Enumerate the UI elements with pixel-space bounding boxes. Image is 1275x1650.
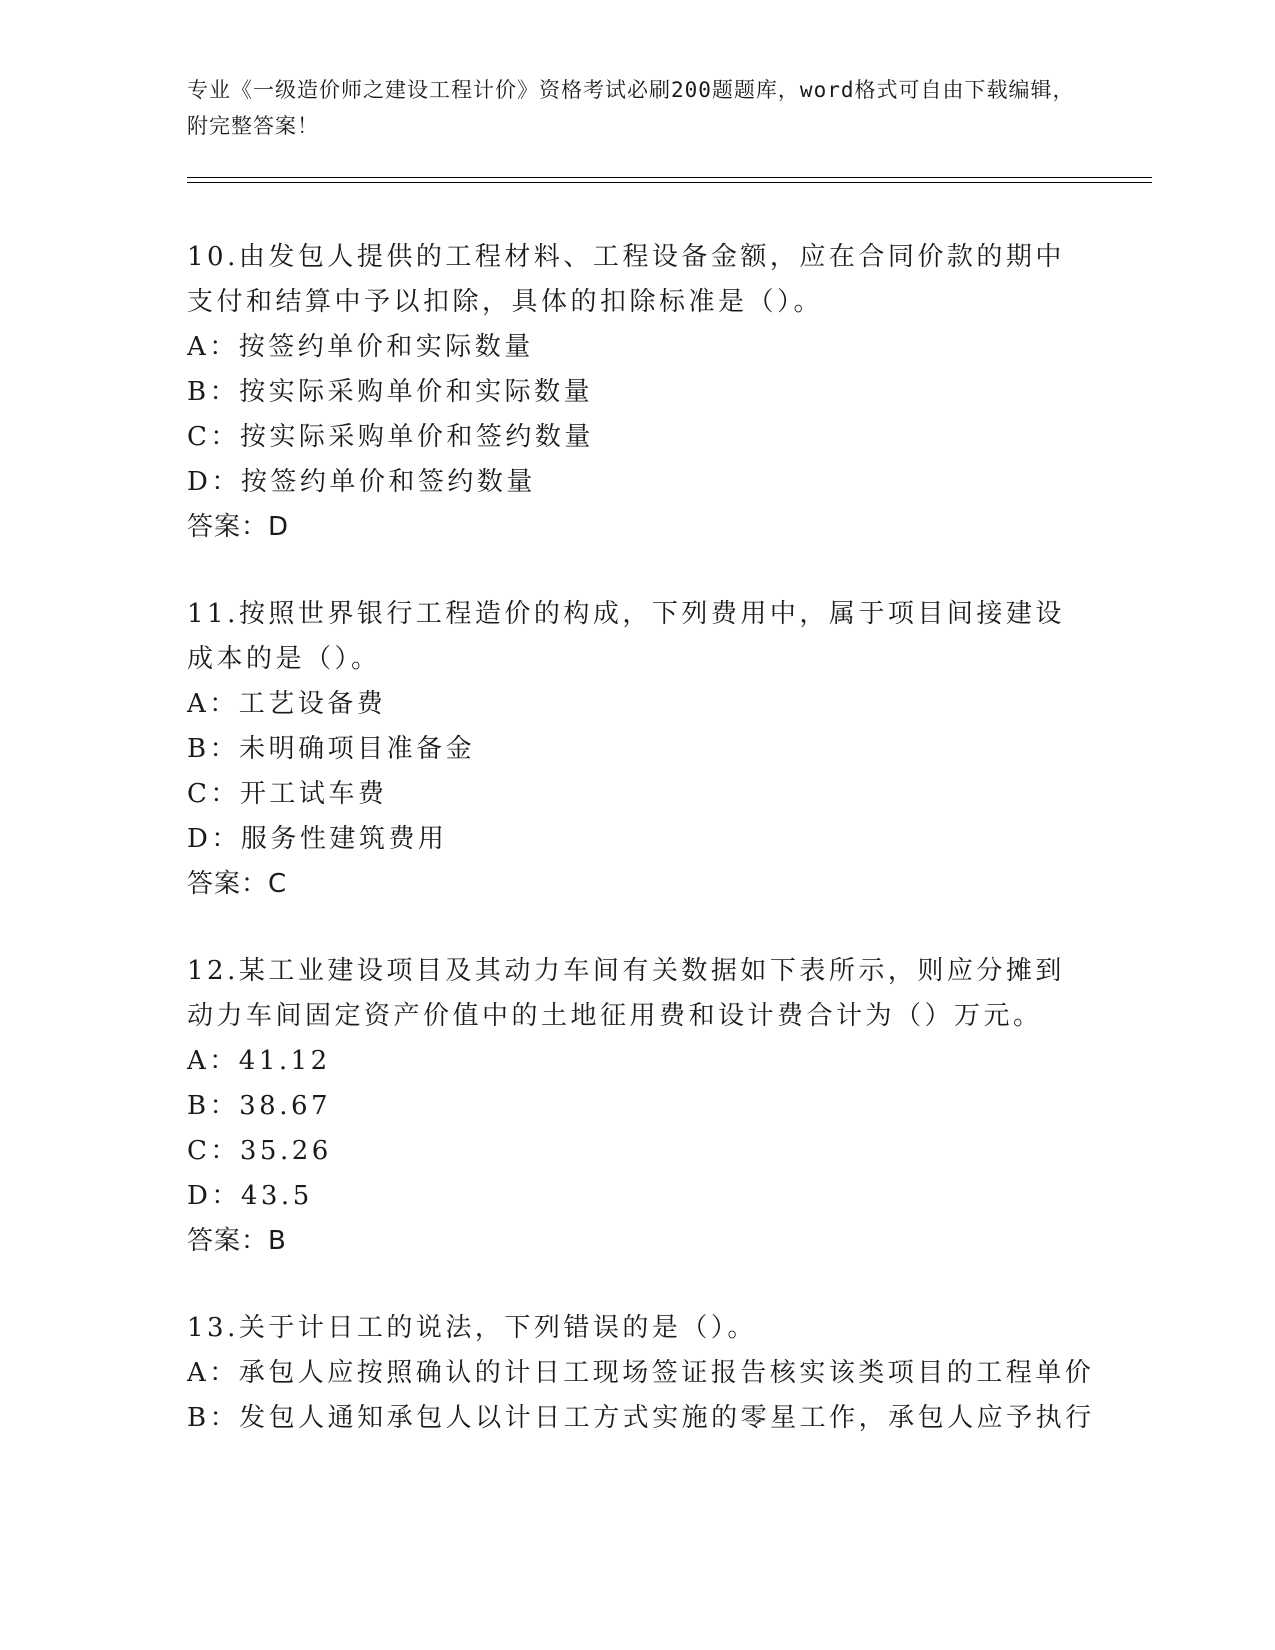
option-c: C：按实际采购单价和签约数量 [187, 422, 594, 452]
question-stem: 10.由发包人提供的工程材料、工程设备金额，应在合同价款的期中支付和结算中予以扣除，具体的扣除标准是（）。 [187, 242, 1065, 317]
option-c: C：35.26 [187, 1136, 332, 1166]
option-d: D：服务性建筑费用 [187, 824, 448, 854]
option-b: B：未明确项目准备金 [187, 734, 476, 764]
header-rule-bottom [187, 182, 1152, 183]
option-b: B：发包人通知承包人以计日工方式实施的零星工作，承包人应予执行 [187, 1403, 1095, 1433]
option-a: A：按签约单价和实际数量 [187, 332, 534, 362]
header-rule-top [187, 177, 1152, 178]
option-d: D：按签约单价和签约数量 [187, 467, 536, 497]
question-11 [187, 592, 1087, 907]
option-a: A：41.12 [187, 1046, 331, 1076]
question-12 [187, 949, 1087, 1264]
answer: 答案：B [187, 1226, 287, 1256]
option-c: C：开工试车费 [187, 779, 388, 809]
question-stem: 13.关于计日工的说法，下列错误的是（）。 [187, 1313, 757, 1343]
answer: 答案：D [187, 512, 290, 542]
answer: 答案：C [187, 869, 288, 899]
option-d: D：43.5 [187, 1181, 313, 1211]
question-stem: 12.某工业建设项目及其动力车间有关数据如下表所示，则应分摊到动力车间固定资产价值中的土地征用费和设计费合计为（）万元。 [187, 956, 1065, 1031]
question-10 [187, 235, 1087, 550]
question-13 [187, 1306, 1095, 1441]
option-b: B：38.67 [187, 1091, 332, 1121]
option-b: B：按实际采购单价和实际数量 [187, 377, 594, 407]
document-header: 专业《一级造价师之建设工程计价》资格考试必刷200题题库，word格式可自由下载编辑，附完整答案！ [187, 78, 1075, 138]
question-list [187, 235, 1095, 1483]
option-a: A：工艺设备费 [187, 689, 387, 719]
question-stem: 11.按照世界银行工程造价的构成，下列费用中，属于项目间接建设成本的是（）。 [187, 599, 1065, 674]
option-a: A：承包人应按照确认的计日工现场签证报告核实该类项目的工程单价 [187, 1358, 1095, 1388]
